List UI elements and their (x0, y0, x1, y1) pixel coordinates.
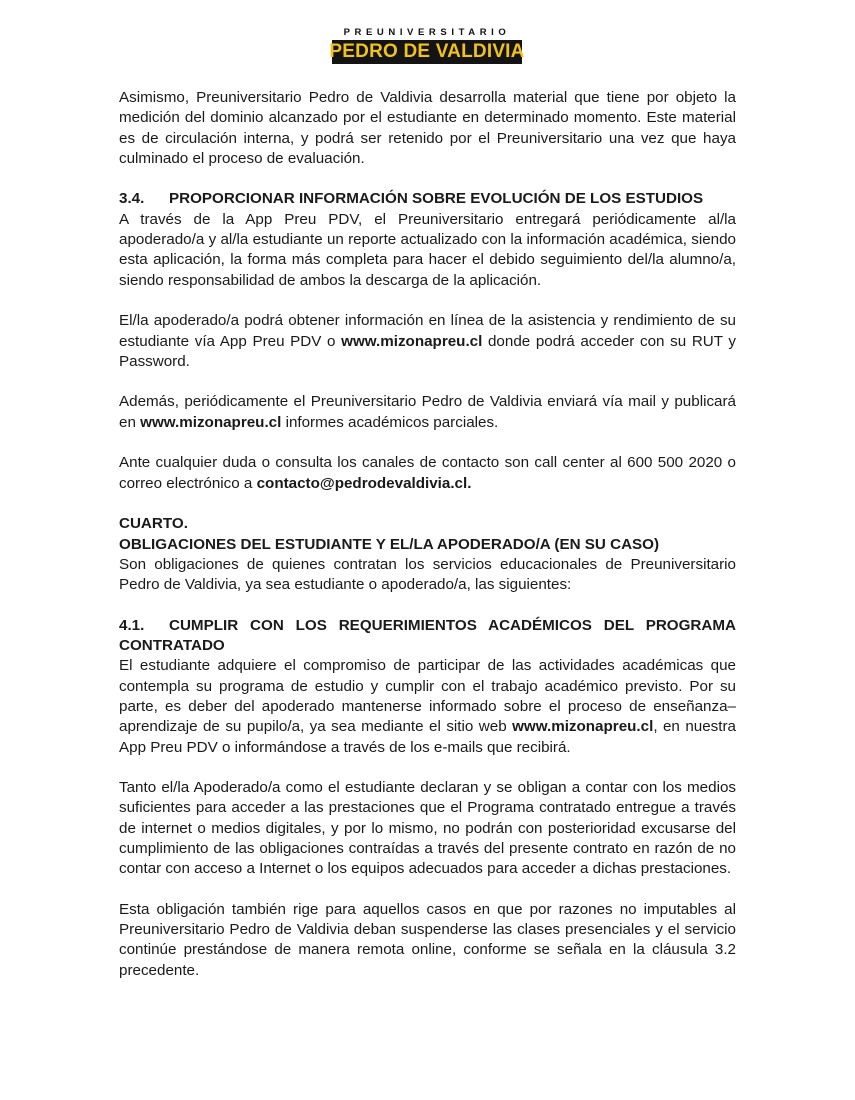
text: , en nuestra App Preu PDV o informándose a través de los e-mails que recibirá. (119, 718, 736, 756)
logo-main-text: PEDRO DE VALDIVIA (329, 41, 525, 62)
section-title: CUMPLIR CON LOS REQUERIMIENTOS ACADÉMICOS DEL PROGRAMA CONTRATADO (119, 616, 736, 655)
mizonapreu-link[interactable]: www.mizonapreu.cl (512, 718, 654, 736)
section-3-4-heading (119, 189, 736, 209)
text: informes académicos parciales. (281, 413, 499, 431)
mizonapreu-link[interactable]: www.mizonapreu.cl (140, 413, 282, 431)
text: Además, periódicamente el Preuniversitario Pedro de Valdivia enviará vía mail y publicará en (119, 393, 736, 431)
text: donde podrá acceder con su RUT y Password. (119, 332, 736, 370)
paragraph-digital-means: Tanto el/la Apoderado/a como el estudiante declaran y se obligan a contar con los medios suficientes para acceder a las prestaciones que el Programa contratado entregue a través de internet o medios digitales, y por lo mismo, no podrán con posterioridad excusarse del cumplimiento de las obligaciones contraídas a través del presente contrato en razón de no contar con acceso a Internet o los equipos adecuados para acceder a dichas prestaciones. (119, 779, 736, 878)
paragraph-online-info (119, 311, 736, 372)
text: Ante cualquier duda o consulta los canales de contacto son call center al 600 500 2020 o correo electrónico a (119, 454, 736, 492)
document-body (119, 88, 736, 981)
paragraph-remote-classes: Esta obligación también rige para aquellos casos en que por razones no imputables al Preuniversitario Pedro de Valdivia deban suspenderse las clases presenciales y el servicio continúe prestándose de manera remota online, conforme se señala en la cláusula 3.2 precedente. (119, 900, 736, 979)
paragraph-commitment (119, 656, 736, 757)
section-4-1-heading (119, 616, 736, 657)
cuarto-title: OBLIGACIONES DEL ESTUDIANTE Y EL/LA APODERADO/A (EN SU CASO) (119, 535, 660, 553)
text: El/la apoderado/a podrá obtener información en línea de la asistencia y rendimiento de su estudiante vía App Preu PDV o (119, 312, 736, 350)
paragraph-material: Asimismo, Preuniversitario Pedro de Valdivia desarrolla material que tiene por objeto la medición del dominio alcanzado por el estudiante en determinado momento. Este material es de circulación interna, y podrá ser retenido por el Preuniversitario una vez que haya culminado el proceso de evaluación. (119, 89, 736, 167)
text: El estudiante adquiere el compromiso de participar de las actividades académicas que contempla su programa de estudio y cumplir con el trabajo académico previsto. Por su parte, es deber del apoderado mantenerse informado sobre el proceso de enseñanza–aprendizaje de su pupilo/a, ya sea mediante el sitio web (119, 657, 736, 736)
section-number: 4.1. (119, 616, 145, 634)
cuarto-label: CUARTO. (119, 515, 188, 533)
paragraph-app: A través de la App Preu PDV, el Preuniversitario entregará periódicamente al/la apoderado/a y al/la estudiante un reporte actualizado con la información académica, siendo esta aplicación, la forma más completa para hacer el debido seguimiento del/la alumno/a, siendo responsabilidad de ambos la descarga de la aplicación. (119, 210, 736, 289)
section-number: 3.4. (119, 190, 145, 208)
mizonapreu-link[interactable]: www.mizonapreu.cl (341, 332, 483, 350)
paragraph-reports (119, 392, 736, 433)
contact-email-link[interactable]: contacto@pedrodevaldivia.cl. (256, 474, 472, 492)
logo-top-text: PREUNIVERSITARIO (343, 27, 511, 38)
logo-banner (329, 40, 525, 64)
paragraph-contact (119, 453, 736, 494)
cuarto-intro: Son obligaciones de quienes contratan los servicios educacionales de Preuniversitario Pedro de Valdivia, ya sea estudiante o apoderado/a, las siguientes: (119, 555, 736, 594)
section-title: PROPORCIONAR INFORMACIÓN SOBRE EVOLUCIÓN DE LOS ESTUDIOS (169, 190, 704, 208)
preuniversitario-logo (329, 27, 525, 67)
